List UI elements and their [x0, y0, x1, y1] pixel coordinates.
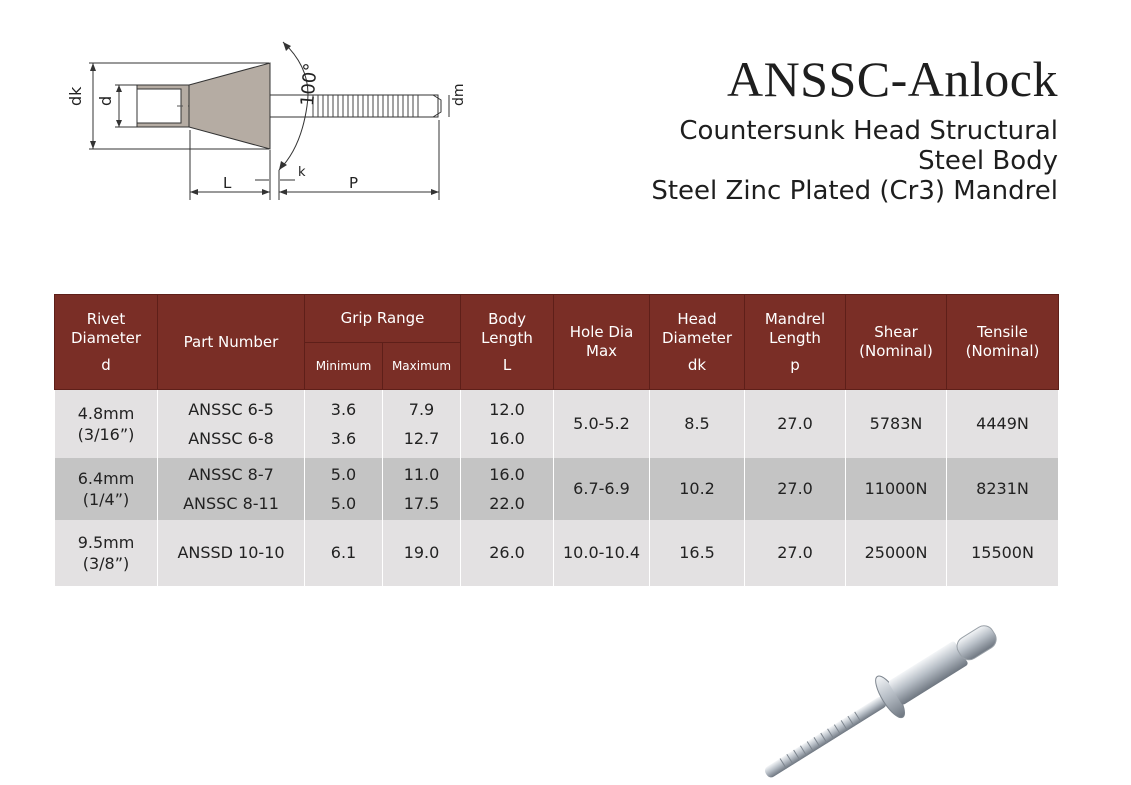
- grip-min-cell: 6.1: [305, 520, 383, 586]
- table-row: [55, 520, 1059, 586]
- head-diameter-cell: 8.5: [650, 390, 745, 458]
- header-grip-minimum: Minimum: [305, 343, 383, 390]
- rivet-diameter-cell: 4.8mm (3/16”): [55, 390, 158, 458]
- diagram-label-L: L: [223, 174, 232, 192]
- subtitle-line-2: Steel Body: [918, 146, 1058, 176]
- head-diameter-cell: 16.5: [650, 520, 745, 586]
- header-part-number: Part Number: [158, 295, 305, 390]
- part-number-cell: ANSSD 10-10: [158, 520, 305, 586]
- rivet-diameter-cell: 6.4mm (1/4”): [55, 458, 158, 520]
- tensile-cell: 4449N: [947, 390, 1059, 458]
- rivet-product-photo: [735, 620, 1035, 780]
- header-grip-maximum: Maximum: [383, 343, 461, 390]
- rivet-diameter-cell: 9.5mm (3/8”): [55, 520, 158, 586]
- diagram-label-k: k: [298, 165, 306, 180]
- header-shear: Shear (Nominal): [846, 295, 947, 390]
- shear-cell: 25000N: [846, 520, 947, 586]
- product-title: ANSSC-Anlock: [726, 51, 1058, 107]
- hole-dia-cell: 5.0-5.2: [554, 390, 650, 458]
- mandrel-length-cell: 27.0: [745, 520, 846, 586]
- header-head-diameter: Head Diameter dk: [650, 295, 745, 390]
- shear-cell: 11000N: [846, 458, 947, 520]
- rivet-technical-diagram: [55, 30, 495, 210]
- grip-max-cell: 11.0 17.5: [383, 458, 461, 520]
- shear-cell: 5783N: [846, 390, 947, 458]
- mandrel-length-cell: 27.0: [745, 458, 846, 520]
- tensile-cell: 15500N: [947, 520, 1059, 586]
- part-number-cell: ANSSC 8-7 ANSSC 8-11: [158, 458, 305, 520]
- diagram-label-d: d: [96, 95, 115, 106]
- head-diameter-cell: 10.2: [650, 458, 745, 520]
- body-length-cell: 26.0: [461, 520, 554, 586]
- part-number-cell: ANSSC 6-5 ANSSC 6-8: [158, 390, 305, 458]
- diagram-label-P: P: [349, 174, 359, 192]
- diagram-label-angle: 100°: [297, 61, 322, 107]
- header-body-length: Body Length L: [461, 295, 554, 390]
- header-grip-range: Grip Range: [305, 295, 461, 343]
- grip-min-cell: 3.6 3.6: [305, 390, 383, 458]
- header-rivet-diameter: Rivet Diameter d: [55, 295, 158, 390]
- header-mandrel-length: Mandrel Length p: [745, 295, 846, 390]
- hole-dia-cell: 10.0-10.4: [554, 520, 650, 586]
- hole-dia-cell: 6.7-6.9: [554, 458, 650, 520]
- product-subtitle: [651, 116, 1058, 206]
- subtitle-line-3: Steel Zinc Plated (Cr3) Mandrel: [651, 176, 1058, 206]
- grip-min-cell: 5.0 5.0: [305, 458, 383, 520]
- rivet-head-shape: [189, 63, 270, 149]
- body-length-cell: 12.0 16.0: [461, 390, 554, 458]
- spec-table: [54, 294, 1059, 586]
- diagram-label-dk: dk: [66, 86, 85, 106]
- table-row: [55, 458, 1059, 520]
- header-tensile: Tensile (Nominal): [947, 295, 1059, 390]
- body-length-cell: 16.0 22.0: [461, 458, 554, 520]
- mandrel-length-cell: 27.0: [745, 390, 846, 458]
- tensile-cell: 8231N: [947, 458, 1059, 520]
- subtitle-line-1: Countersunk Head Structural: [679, 116, 1058, 146]
- diagram-label-dm: dm: [451, 83, 467, 106]
- grip-max-cell: 7.9 12.7: [383, 390, 461, 458]
- grip-max-cell: 19.0: [383, 520, 461, 586]
- header-hole-dia: Hole Dia Max: [554, 295, 650, 390]
- table-row: [55, 390, 1059, 458]
